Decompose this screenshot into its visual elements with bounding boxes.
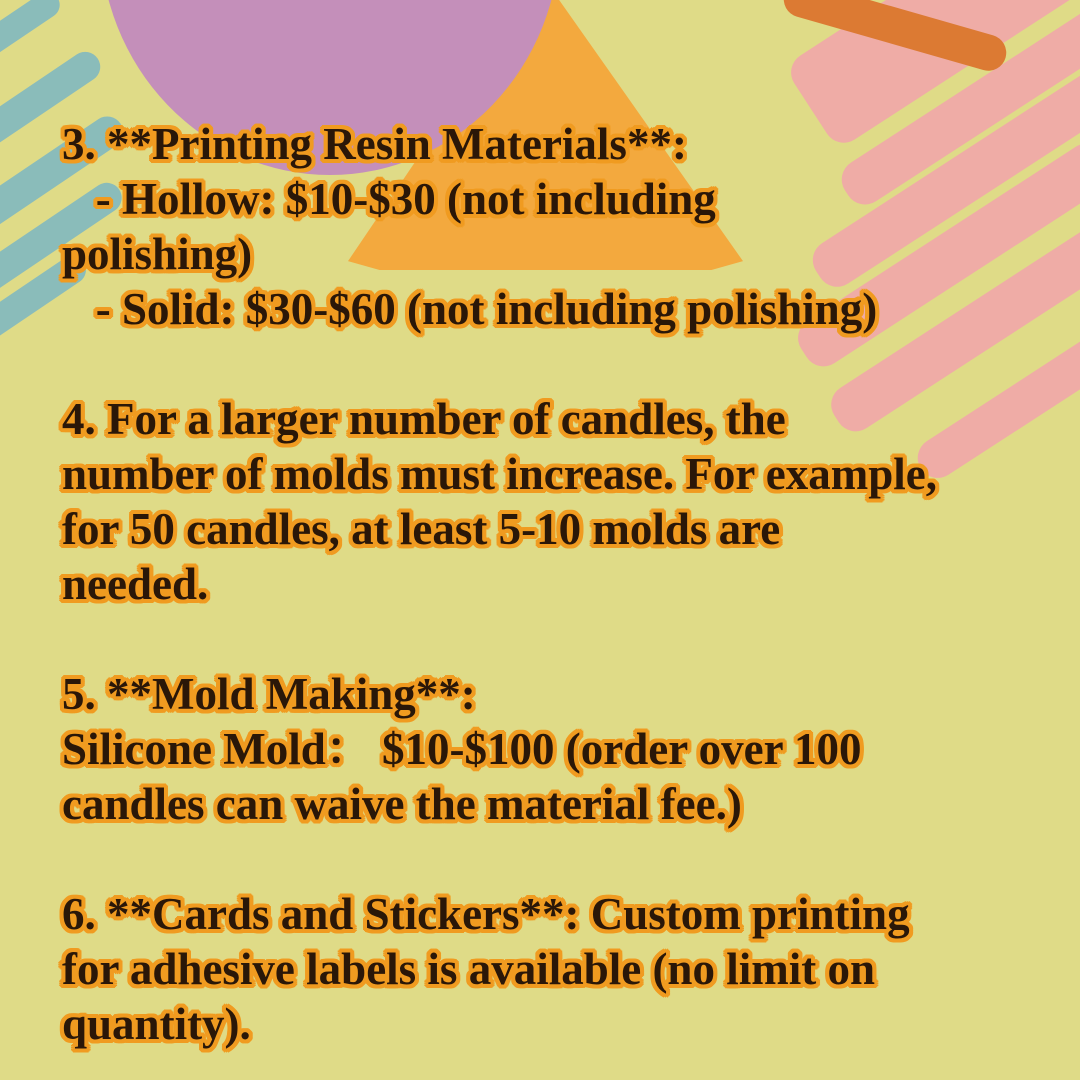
text-line: polishing): [62, 229, 253, 279]
text-line: number of molds must increase. For example,: [62, 449, 937, 499]
text-line: 3. **Printing Resin Materials**:: [62, 119, 687, 169]
text-line: for 50 candles, at least 5-10 molds are: [62, 504, 781, 554]
price-list-text: [62, 117, 937, 1052]
paragraph-cards-and-stickers: [62, 887, 937, 1052]
text-line: quantity).: [62, 999, 251, 1049]
paragraph-mold-making: [62, 667, 937, 832]
paragraph-mold-quantity-note: [62, 392, 937, 612]
text-line: needed.: [62, 559, 209, 609]
text-line: for adhesive labels is available (no limit on: [62, 944, 875, 994]
text-line: 5. **Mold Making**:: [62, 669, 476, 719]
text-line: candles can waive the material fee.): [62, 779, 742, 829]
text-line: Silicone Mold： $10-$100 (order over 100: [62, 724, 862, 774]
paragraph-printing-resin-materials: [62, 117, 937, 337]
text-line: 6. **Cards and Stickers**: Custom printing: [62, 889, 910, 939]
text-line: - Hollow: $10-$30 (not including: [62, 174, 716, 224]
text-line: 4. For a larger number of candles, the: [62, 394, 786, 444]
text-line: - Solid: $30-$60 (not including polishing): [62, 284, 878, 334]
